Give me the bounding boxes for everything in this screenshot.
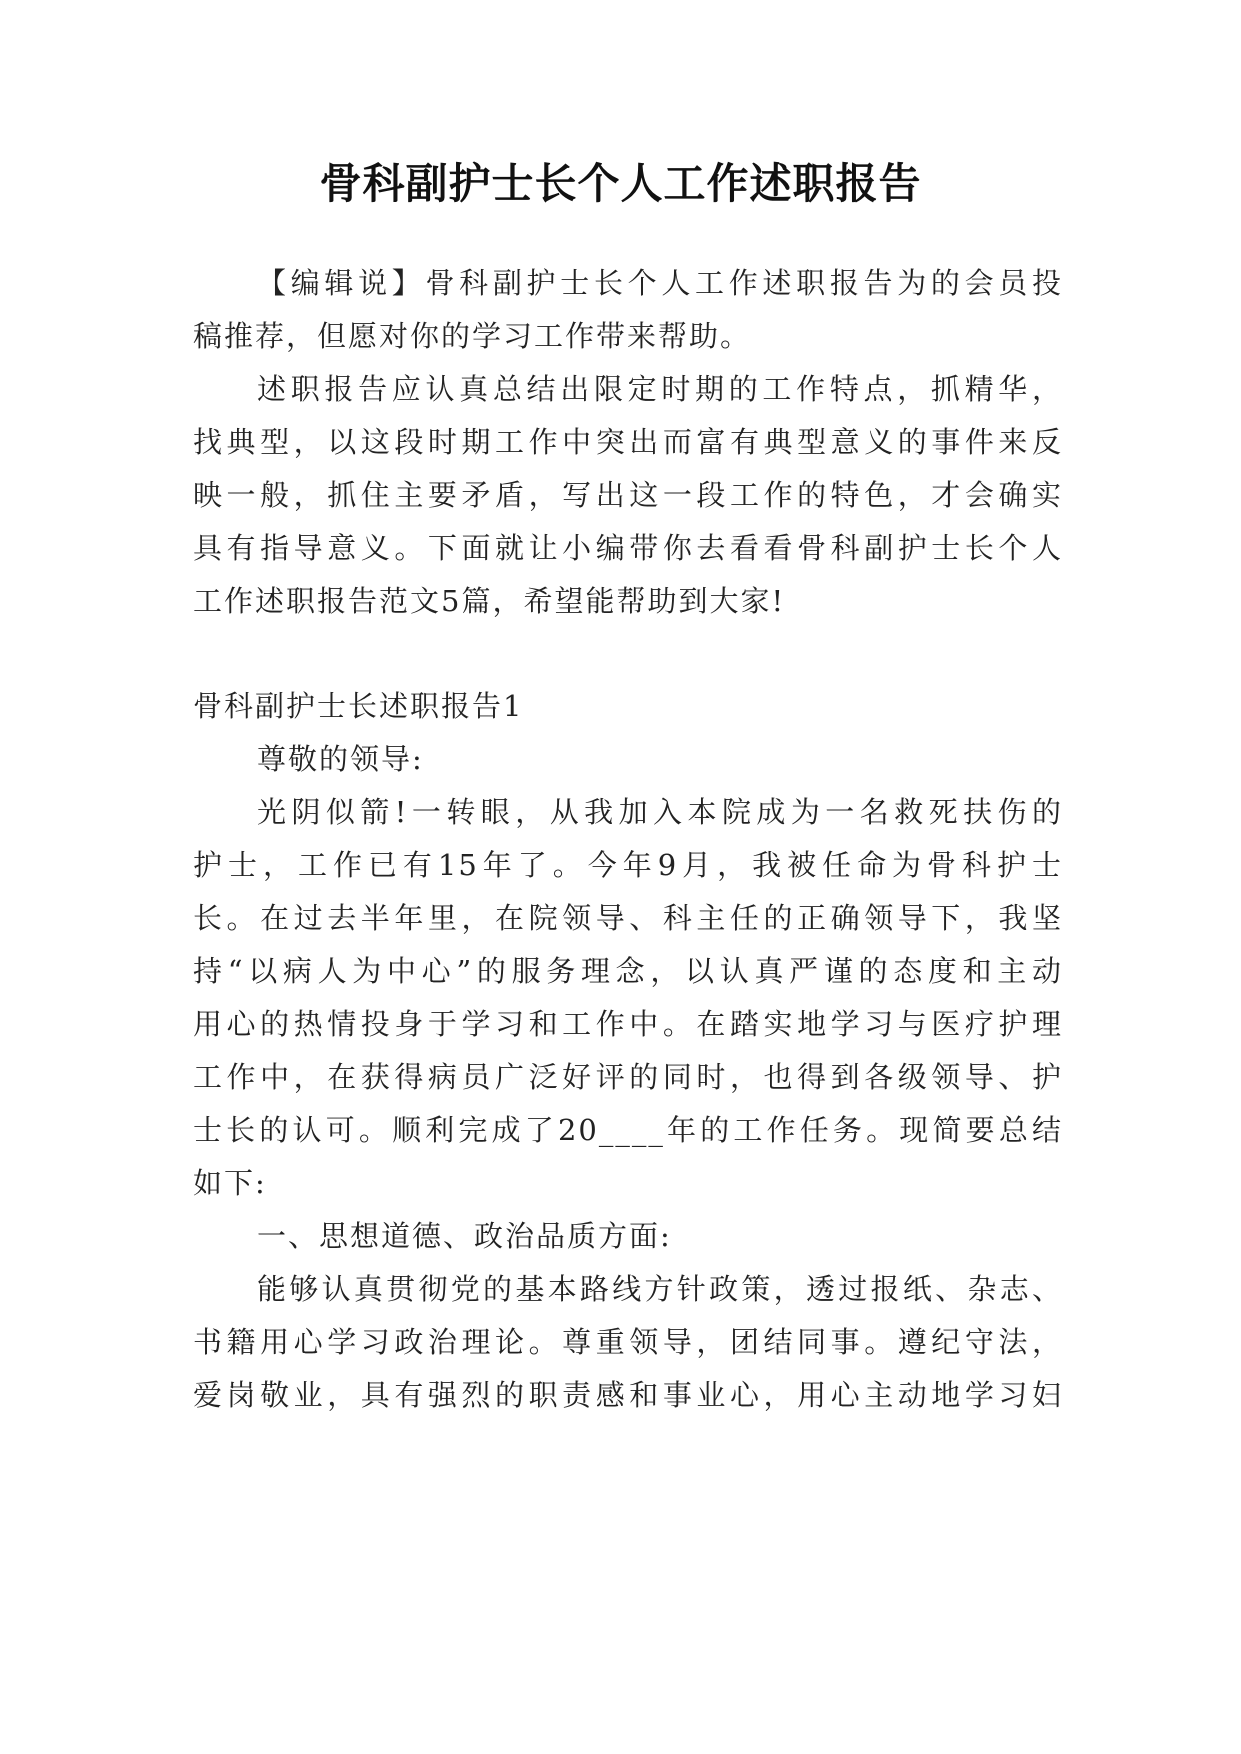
subsection-heading: 一、思想道德、政治品质方面: [257,1219,672,1253]
text-line: 工作中，在获得病员广泛好评的同时，也得到各级领导、护 [193,1060,1063,1094]
text-line: 述职报告应认真总结出限定时期的工作特点，抓精华， [257,372,1063,406]
text-line: 士长的认可。顺利完成了20____年的工作任务。现简要总结 [193,1113,1063,1147]
text-line: 光阴似箭!一转眼，从我加入本院成为一名救死扶伤的 [257,795,1063,829]
salutation: 尊敬的领导: [257,742,424,776]
text-line: 稿推荐，但愿对你的学习工作带来帮助。 [193,319,752,353]
text-line: 护士，工作已有15年了。今年9月，我被任命为骨科护士 [193,848,1063,882]
section-heading: 骨科副护士长述职报告1 [193,689,524,723]
document-title: 骨科副护士长个人工作述职报告 [319,159,922,208]
text-line: 具有指导意义。下面就让小编带你去看看骨科副护士长个人 [193,531,1063,565]
text-line: 用心的热情投身于学习和工作中。在踏实地学习与医疗护理 [193,1007,1063,1041]
text-line: 能够认真贯彻党的基本路线方针政策，透过报纸、杂志、 [257,1272,1063,1306]
text-line: 长。在过去半年里，在院领导、科主任的正确领导下，我坚 [193,901,1063,935]
text-line: 工作述职报告范文5篇，希望能帮助到大家! [193,584,786,618]
text-line: 【编辑说】骨科副护士长个人工作述职报告为的会员投 [257,266,1063,300]
text-line: 映一般，抓住主要矛盾，写出这一段工作的特色，才会确实 [193,478,1063,512]
text-line: 书籍用心学习政治理论。尊重领导，团结同事。遵纪守法， [193,1325,1063,1359]
text-line: 爱岗敬业，具有强烈的职责感和事业心，用心主动地学习妇 [193,1378,1063,1412]
text-line: 持“以病人为中心”的服务理念，以认真严谨的态度和主动 [193,954,1063,988]
text-line: 找典型，以这段时期工作中突出而富有典型意义的事件来反 [193,425,1063,459]
text-line: 如下: [193,1166,267,1200]
